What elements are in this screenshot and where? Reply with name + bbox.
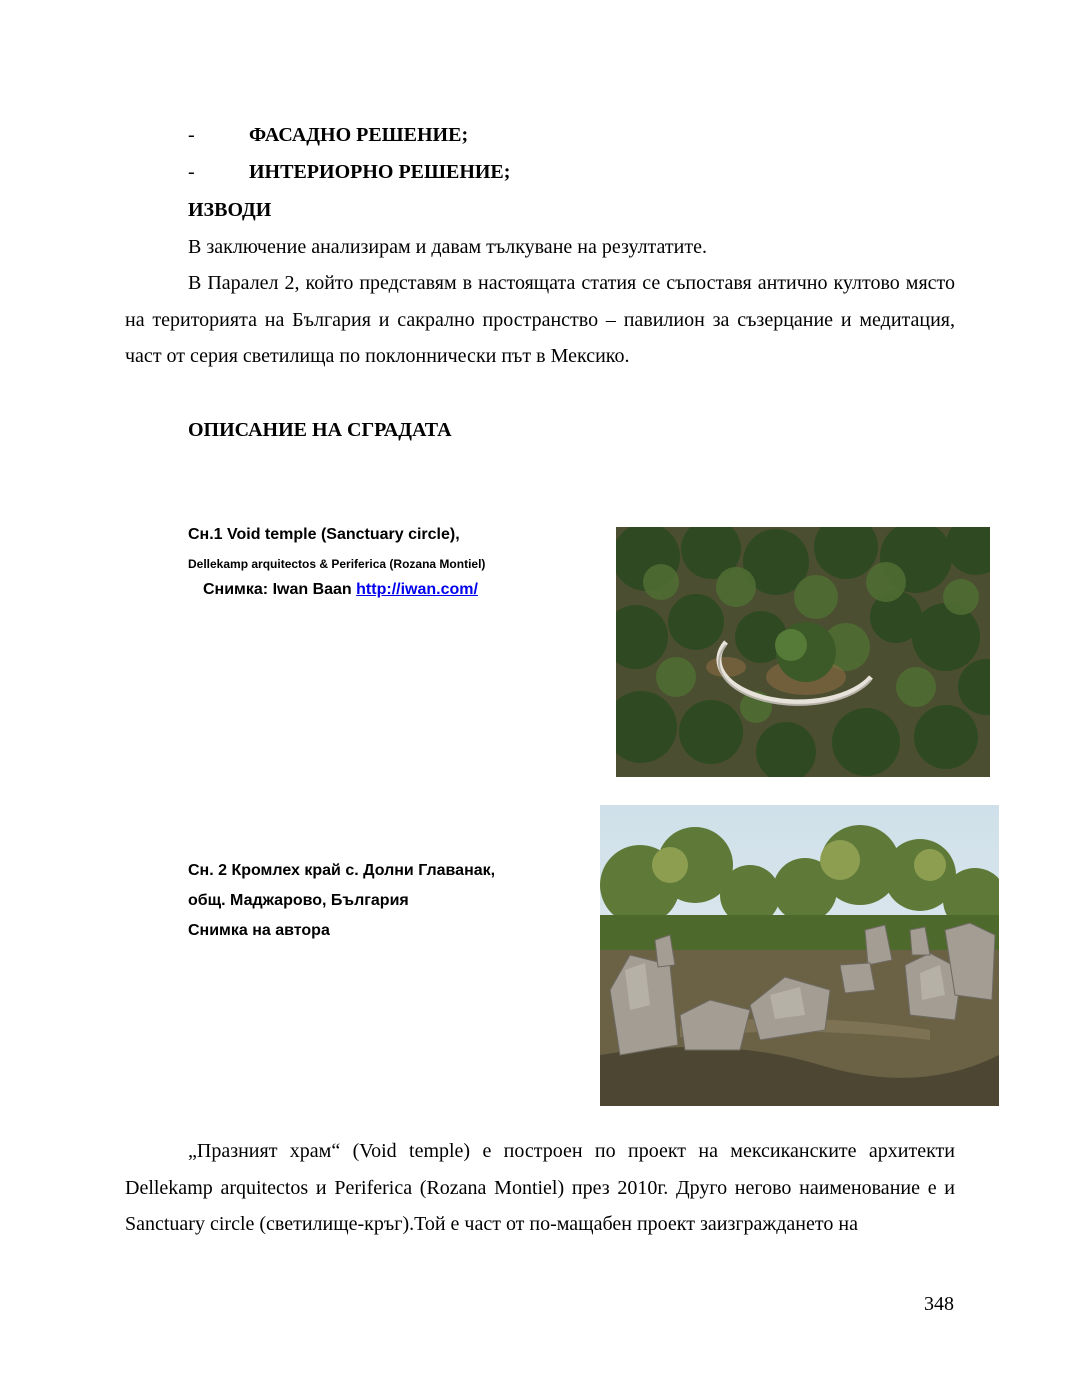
figure1-caption-title: Сн.1 Void temple (Sanctuary circle), bbox=[188, 526, 460, 543]
conclusions-paragraph-text: В Паралел 2, който представям в настоящата статия се съпоставя антично култово място на територията на България и сакрално пространство – павилион за съзерцание и медитация, част от серия светилища по поклоннически път в Мексико. bbox=[125, 272, 955, 367]
figure2-caption-location: общ. Маджарово, България bbox=[188, 892, 409, 909]
conclusions-paragraph bbox=[125, 265, 955, 375]
conclusions-heading: ИЗВОДИ bbox=[188, 199, 272, 221]
bullet-dash-2: - bbox=[188, 161, 195, 183]
page-number: 348 bbox=[924, 1293, 954, 1315]
figure2-caption-credit: Снимка на автора bbox=[188, 922, 330, 939]
conclusions-line: В заключение анализирам и давам тълкуване на резултатите. bbox=[188, 236, 707, 258]
body-paragraph-text: „Празният храм“ (Void temple) е построен по проект на мексиканските архитекти Dellekamp arquitectos и Periferica (Rozana Montiel) през 2010г. Друго негово наименование е и Sanctuary circle (светилище-кръг).Той е част от по-мащабен проект заизграждането на bbox=[125, 1140, 955, 1235]
figure1-photo bbox=[616, 527, 990, 777]
bullet-interior: ИНТЕРИОРНО РЕШЕНИЕ; bbox=[249, 161, 511, 183]
figure2-caption-title: Сн. 2 Кромлех край с. Долни Главанак, bbox=[188, 862, 496, 879]
figure2-photo bbox=[600, 805, 999, 1106]
figure2-photo-graphic bbox=[600, 805, 999, 1106]
figure1-caption-credit bbox=[203, 581, 478, 599]
body-paragraph bbox=[125, 1133, 955, 1243]
bullet-dash-1: - bbox=[188, 124, 195, 146]
bullet-facade: ФАСАДНО РЕШЕНИЕ; bbox=[249, 124, 469, 146]
section-heading: ОПИСАНИЕ НА СГРАДАТА bbox=[188, 419, 452, 441]
figure1-caption-authors: Dellekamp arquitectos & Periferica (Rozana Montiel) bbox=[188, 557, 486, 571]
figure1-credit-prefix: Снимка: Iwan Baan bbox=[203, 581, 357, 598]
figure1-photo-graphic bbox=[616, 527, 990, 777]
figure1-credit-link[interactable]: http://iwan.com/ bbox=[356, 581, 478, 598]
